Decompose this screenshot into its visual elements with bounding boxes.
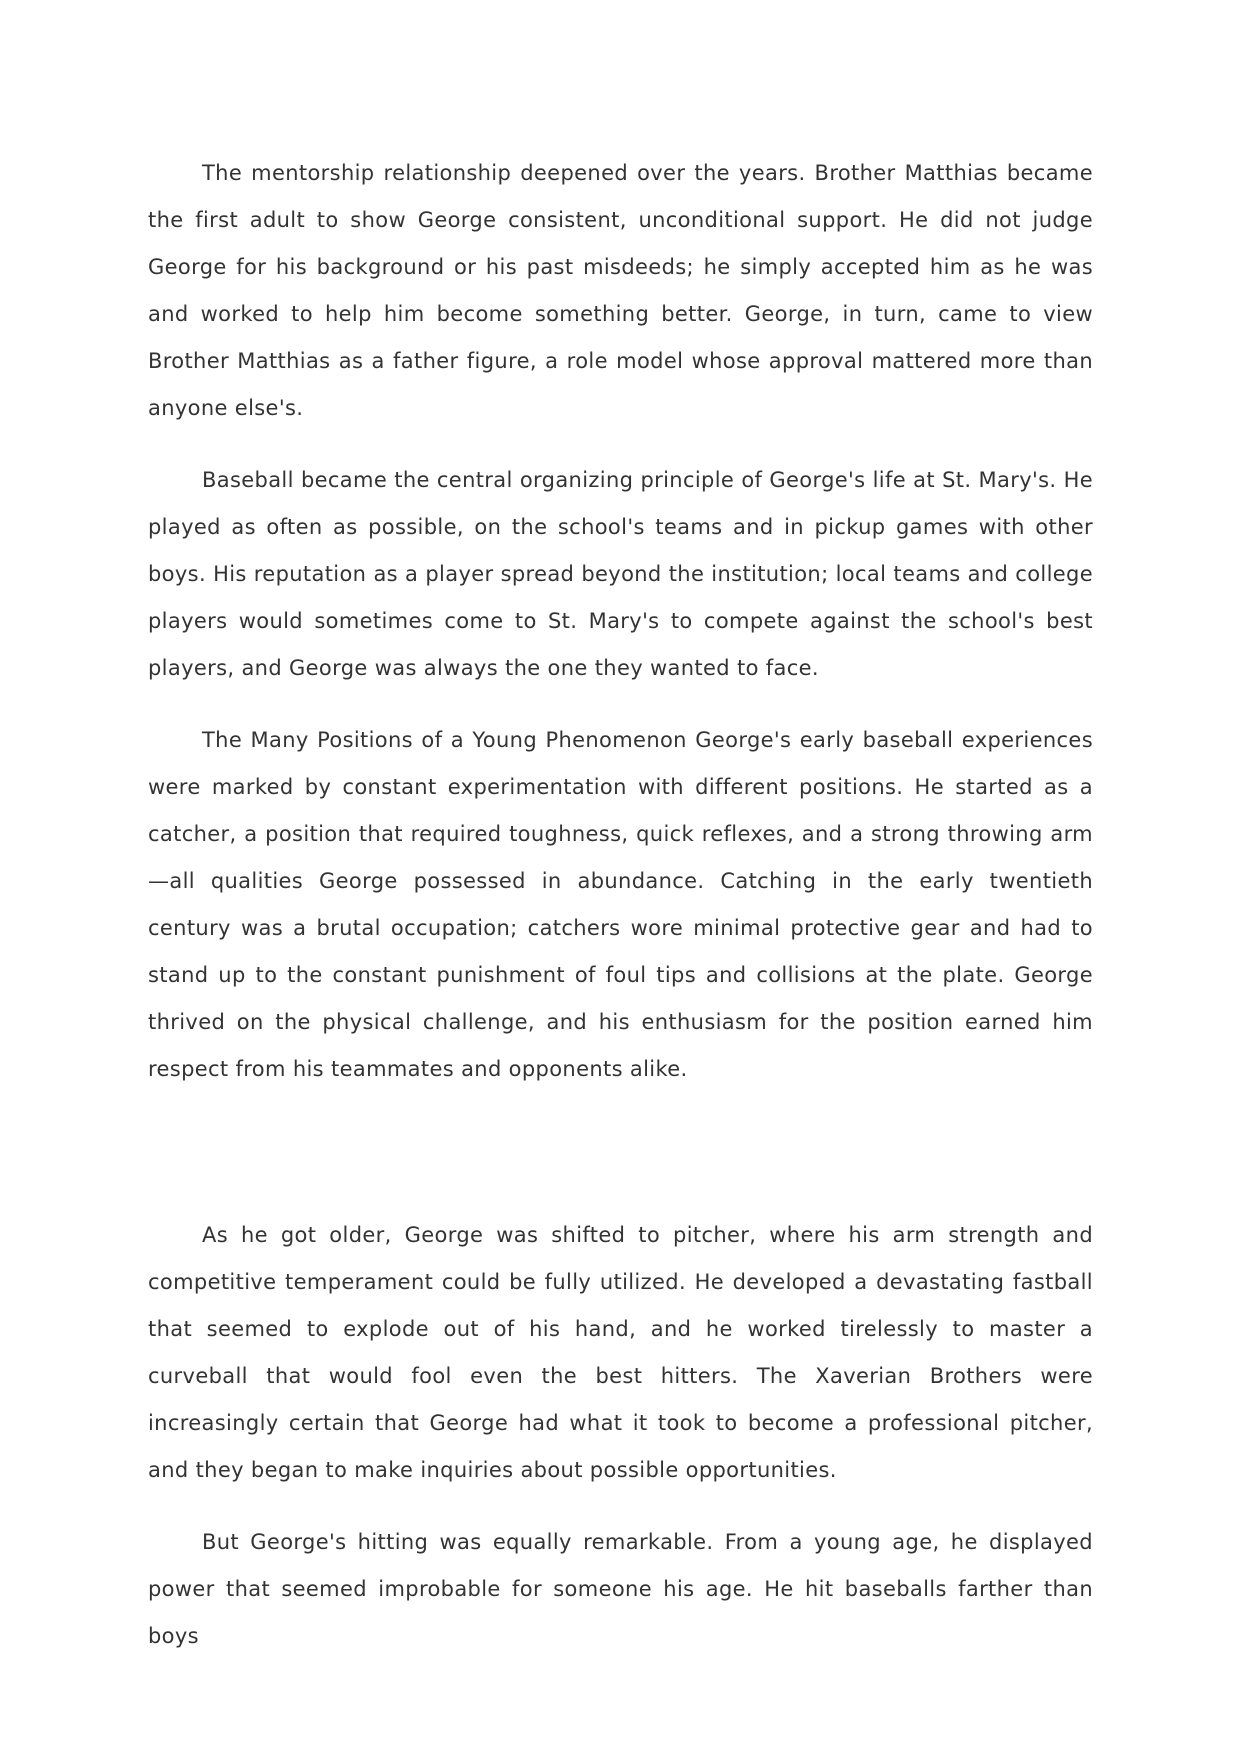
paragraph-hitting: But George's hitting was equally remarkable. From a young age, he displayed power that seemed improbable for someone his age. He hit baseballs farther than boys xyxy=(148,1530,1093,1648)
paragraph-many-positions: The Many Positions of a Young Phenomenon George's early baseball experiences were marked by constant experimentation with different positions. He started as a catcher, a position that required toughness, quick reflexes, and a strong throwing arm—all qualities George possessed in abundance. Catching in the early twentieth century was a brutal occupation; catchers wore minimal protective gear and had to stand up to the constant punishment of foul tips and collisions at the plate. George thrived on the physical challenge, and his enthusiasm for the position earned him respect from his teammates and opponents alike. xyxy=(148,728,1093,1081)
paragraph-pitcher: As he got older, George was shifted to pitcher, where his arm strength and competitive temperament could be fully utilized. He developed a devastating fastball that seemed to explode out of his hand, and he worked tirelessly to master a curveball that would fool even the best hitters. The Xaverian Brothers were increasingly certain that George had what it took to become a professional pitcher, and they began to make inquiries about possible opportunities. xyxy=(148,1223,1093,1482)
section-gap xyxy=(148,1118,1093,1212)
paragraph-mentorship: The mentorship relationship deepened over the years. Brother Matthias became the first adult to show George consistent, unconditional support. He did not judge George for his background or his past misdeeds; he simply accepted him as he was and worked to help him become something better. George, in turn, came to view Brother Matthias as a father figure, a role model whose approval mattered more than anyone else's. xyxy=(148,161,1093,420)
document-page xyxy=(148,150,1093,1685)
paragraph-baseball-principle: Baseball became the central organizing principle of George's life at St. Mary's. He played as often as possible, on the school's teams and in pickup games with other boys. His reputation as a player spread beyond the institution; local teams and college players would sometimes come to St. Mary's to compete against the school's best players, and George was always the one they wanted to face. xyxy=(148,468,1093,680)
